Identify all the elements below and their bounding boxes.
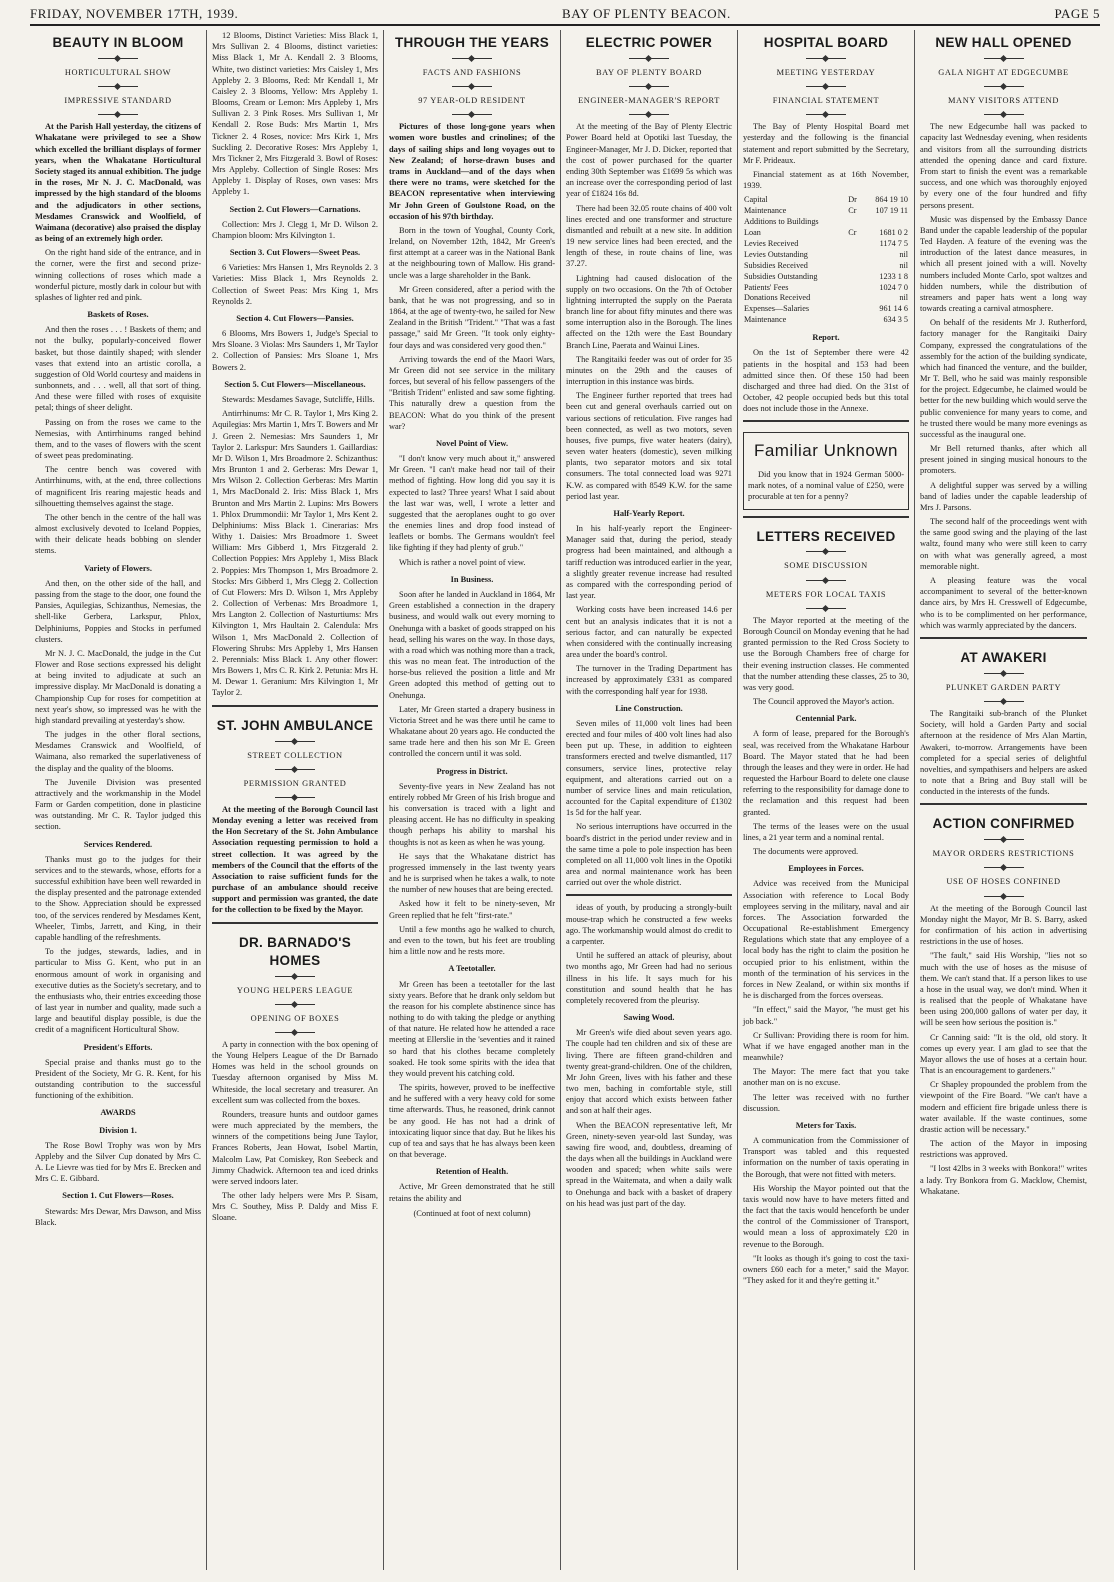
- divider: [984, 896, 1024, 897]
- divider: [984, 86, 1024, 87]
- column-6: [915, 30, 1092, 1570]
- paragraph: Mr Green's wife died about seven years ago. The couple had ten children and six of these are living. There are fifteen grand-children and twenty great-grand-children. One of the children, Mr John Green, lives with his father and these two men, baching in comfortable style, still enjoy that accord which exists between father and son at half their ages.: [566, 1028, 732, 1116]
- paragraph: He says that the Whakatane district has progressed immensely in the last twenty years and he is surprised when he takes a walk, to note the number of new houses that are being erected.: [389, 851, 555, 895]
- article-familiar-unknown: [743, 420, 909, 509]
- finance-row: [743, 304, 909, 315]
- subheading: STREET COLLECTION: [247, 750, 343, 760]
- paragraph: The turnover in the Trading Department has increased by approximately £331 as compared with the corresponding half year for 1938.: [566, 664, 732, 696]
- paragraph: Until he suffered an attack of pleurisy, about two months ago, Mr Green had had no serious illness in his life. It says much for his constitution and sound health that he has completely recovered from the pleurisy.: [566, 951, 732, 1005]
- finance-amount: 1174 7 5: [879, 238, 908, 248]
- headline: LETTERS RECEIVED: [756, 528, 896, 544]
- page-number: PAGE 5: [1054, 6, 1100, 21]
- section-heading: President's Efforts.: [83, 1042, 153, 1052]
- paragraph: And then, on the other side of the hall, and passing from the stage to the door, one found the Pansies, Aquilegias, Schizanthus, Nemesias, the shell-like Gerbera, Larkspur, Phlox, Delphiniums, Poppies and Stocks in perfumed clusters.: [35, 578, 201, 644]
- finance-label: Loan: [744, 228, 761, 238]
- continuation-note: (Continued at foot of next column): [413, 1208, 531, 1218]
- finance-side: [847, 293, 861, 304]
- finance-row: [743, 315, 909, 326]
- finance-side: Cr: [848, 206, 857, 216]
- paragraph: The Mayor reported at the meeting of the Borough Council on Monday evening that he had granted permission to the Red Cross Society to use the Borough Chambers free of charge for their evening instruction classes. He commented that the number attending these classes, 25 to 30, was very good.: [743, 615, 909, 692]
- paragraph: To the judges, stewards, ladies, and in particular to Miss G. Kent, who put in an enormous amount of work in organising and executive duties as the Society's secretary, and to the enthusiasts who, their entries exceeding those of last year in number and quality, made such a large and beautiful display possible, is due the credit of a magnificent Horticultural Show.: [35, 947, 201, 1035]
- section-heading: Section 4. Cut Flowers—Pansies.: [236, 313, 354, 323]
- paragraph: The Rangitaiki feeder was out of order for 35 minutes on the 29th and the causes of interruption in this instance was birds.: [566, 354, 732, 387]
- finance-row: [743, 293, 909, 304]
- familiar-unknown-box: [743, 432, 909, 509]
- divider: [984, 701, 1024, 702]
- finance-amount: 107 19 11: [875, 206, 908, 216]
- paragraph: Seven miles of 11,000 volt lines had been erected and four miles of 400 volt lines had also been put up. These, in addition to eighteen transformers erected and twelve dismantled, 117 consumers, service lines, protective relay equipment, and alterations carried out on a number of service lines and main reticulation, accounted for the Capital expenditure of £1302 1s 5d for the half year.: [566, 718, 732, 818]
- finance-amount: 1024 7 0: [879, 282, 908, 292]
- article-barnados-homes: [212, 922, 378, 1224]
- section-heading: In Business.: [450, 574, 494, 584]
- paragraph: Soon after he landed in Auckland in 1864, Mr Green established a connection in the drapery business, and would walk out every morning to Onehunga with a basket of goods strapped on his head, selling his wares on the way. In those days, with a road which was nothing more than a track, this was no mean feat. The introduction of the horse-bus relieved the position a little and Mr Green adopted this method of getting out to Onehunga.: [389, 590, 555, 700]
- paper-title: BAY OF PLENTY BEACON.: [562, 6, 731, 21]
- finance-side: Dr: [848, 195, 857, 205]
- headline: ST. JOHN AMBULANCE: [216, 717, 374, 733]
- issue-date: FRIDAY, NOVEMBER 17TH, 1939.: [30, 6, 239, 21]
- finance-row: [743, 250, 909, 261]
- section-heading: Novel Point of View.: [435, 438, 509, 448]
- divider: [806, 580, 846, 581]
- column-5: [738, 30, 915, 1570]
- finance-amount: 1233 1 8: [879, 271, 908, 281]
- article-letters-received: [743, 516, 909, 1287]
- column-3: [384, 30, 561, 1570]
- finance-row: [743, 195, 909, 206]
- paragraph: His Worship the Mayor pointed out that the taxis would now have to have meters fitted and the fact that the taxis would henceforth be under the control of the Commissioner of Transport, would mean a loss of approximately £20 in revenue to the Borough.: [743, 1183, 909, 1249]
- finance-row: [743, 217, 909, 228]
- finance-label: Subsidies Outstanding: [744, 271, 818, 281]
- paragraph: The Engineer further reported that trees had been cut and general overhauls carried out on various sections of reticulation. Five ranges had been connected, as well as two motors, seven houses, five pumps, five water heaters (dairy), seven water heaters (domestic), seven milking plants, two separator motors and six total consumers. The total connected load was 9271 K.W. as compared with 8549 K.W. for the same period last year.: [566, 391, 732, 501]
- section-heading: Section 5. Cut Flowers—Miscellaneous.: [224, 379, 366, 389]
- finance-label: Additions to Buildings: [744, 217, 819, 227]
- advertisement: "I lost 42lbs in 3 weeks with Bonkora!" writes a lady. Try Bonkora from G. Macklow, Chemist, Whakatane.: [920, 1164, 1087, 1196]
- headline: THROUGH THE YEARS: [394, 35, 550, 50]
- article-new-hall-opened: [920, 34, 1087, 631]
- paragraph: Rounders, treasure hunts and outdoor games were much appreciated by the members, the winners of the competitions being June Taylor, Frances Roberts, Jean Howat, Isobel Martin, Malcolm Law, Pat Comiskey, Ron Seebeck and Jimmy Chadwick. Afternoon tea and iced drinks were served indoors later.: [212, 1109, 378, 1186]
- columns: [30, 30, 1100, 1570]
- paragraph: "It looks as though it's going to cost the taxi-owners £60 each for a meter," said the Mayor. "They asked for it and they're getting it.": [743, 1253, 909, 1286]
- paragraph: 6 Blooms, Mrs Bowers 1, Judge's Special to Mrs Sloane. 3 Violas: Mrs Saunders 1, Mr Taylor 2. Collection of Pansies: Mrs Sloane 1, Mrs Bowers 2.: [212, 329, 378, 372]
- paragraph: And then the roses . . . ! Baskets of them; and not the bulky, popularly-conceived flower basket, but those daintily shaped; with slender vases that extend into an artistic corolla, a suggestion of Old World courtesy and maidens in sunbonnets, and . . . well, all that sort of thing. And these were filled with roses of exquisite petal; things of sheer delight.: [35, 325, 201, 413]
- paragraph: Cr Shapley propounded the problem from the viewpoint of the Fire Board. "We can't have a modern and efficient fire brigade unless there is water available. If the waste continues, some drastic action will be necessary.": [920, 1080, 1087, 1134]
- finance-amount: 961 14 6: [879, 304, 908, 314]
- paragraph: Active, Mr Green demonstrated that he still retains the ability and: [389, 1182, 555, 1203]
- subheading: YOUNG HELPERS LEAGUE: [236, 985, 354, 995]
- paragraph: "I don't know very much about it," answered Mr Green. "I can't make head nor tail of their method of fighting. How long did you say it is expected to last? Three years! What I said about the last war was, well, I wrote a letter and suggested that the aeroplanes ought to go over the enemies lines and drop food instead of leaflets or bombs. The Germans wouldn't feel like fighting if they had plenty of grub.": [389, 454, 555, 553]
- paragraph: 12 Blooms, Distinct Varieties: Miss Black 1, Mrs Sullivan 2. 4 Blooms, distinct varieties: Miss Black 1, Mr A. Kendall 2. 3 Blooms, White, two distinct varieties: Mrs Caisley 1, Mrs Appleby 2. 3 Blooms, Red: Mr Kendall 1, Mr Caisley 2. 3 Blooms, Yellow: Mrs Appleby 1. Blooms, Cream or Lemon: Mrs Appleby 1, Mrs Sullivan 2. 3 Pink Roses. Mrs Sullivan 1, Mr Kendall 2. Rose Buds: Mrs Martin 1, Mrs Tickner 2. 4 Roses, novice: Mrs Kirk 1, Mrs Suckling 2. Decorative Roses: Mrs Appleby 1, Mrs Tickner 2, Mrs Fitzgerald 3. Bowl of Roses: Mrs Appleby. Collection of Single Roses: Mrs Appleby 1. Display of Roses, own vases: Mrs Appleby 1.: [212, 31, 378, 197]
- headline: BEAUTY IN BLOOM: [52, 35, 184, 50]
- subheading: MEETING YESTERDAY: [776, 67, 876, 77]
- finance-amount: 864 19 10: [875, 195, 908, 205]
- finance-amount: 1681 0 2: [879, 228, 908, 238]
- subheading: FINANCIAL STATEMENT: [772, 96, 880, 106]
- finance-side: [847, 250, 861, 261]
- headline: ACTION CONFIRMED: [932, 816, 1075, 832]
- divider: [806, 551, 846, 552]
- divider: [629, 114, 669, 115]
- finance-row: [743, 261, 909, 272]
- headline: ELECTRIC POWER: [585, 35, 713, 50]
- article-electric-power: [566, 34, 732, 888]
- paragraph: Cr Canning said: "It is the old, old story. It comes up every year. I am glad to see that the Mayor allows the use of hoses at a certain hour. That is an encouragement to gardeners.": [920, 1032, 1087, 1076]
- subheading: BAY OF PLENTY BOARD: [595, 67, 703, 77]
- subheading: HORTICULTURAL SHOW: [64, 67, 172, 77]
- divider: [629, 58, 669, 59]
- finance-row: [743, 228, 909, 239]
- paragraph: Antirrhinums: Mr C. R. Taylor 1, Mrs King 2. Aquilegias: Mrs Martin 1, Mrs T. Bowers and Mr J. Green 2. Nemesias: Mrs Saunders 1, Mr Taylor 2. Larkspur: Mrs Saunders 1. Gaillardias: Mr D. Wilson 1, Mrs Broadmore 2. Schizanthus: Mrs Brunton 1 and 2. Gerberas: Mrs Dewar 1, Mrs Wilson 2. Collection Gerberas: Mrs Martin 1, Mrs MacDonald 2. Iris: Miss Black 1, Mrs Brunton and Mrs Martin 2. Lupins: Mrs Bowers 1. Phlox Drummondii: Mr Taylor 1, Mrs Kent 2. Delphiniums: Miss Black 1. Cinerarias: Mrs Withy 1. Daisies: Mrs Broadmore 1. Sweet William: Mrs Gibberd 1, Mrs Fitzgerald 2. Collection Poppies: Mrs Appleby 1, Miss Black 2. Poppies: Mrs Thompson 1, Mrs Broadmore 2. Stocks: Mrs Gibberd 1, Mrs Clegg 2. Collection of Cut Flowers: Mrs D. Wilson 1, Mrs Appleby 2. Collection of Verbenas: Mrs Broadmore 1, Mrs Langton 2. Collection of Nasturtiums: Mrs Kilvington 1, Mrs Haultain 2. Calendula: Mrs Wilson 1, Mrs MacDonald 2. Collection of Flowering Shrubs: Mrs Appleby 1, Mrs Hansen 2. Perennials: Miss Black 1. Any other flower: Mrs Bowers 1, Mrs C. R. Kirk 2. Petunia: Mrs H. M. Dewar 1. Geranium: Mrs Kilvington 1, Mr Taylor 2.: [212, 409, 378, 698]
- section-heading: Variety of Flowers.: [84, 563, 152, 573]
- finance-amount: nil: [899, 293, 908, 303]
- paragraph: At the meeting of the Borough Council last Monday night the Mayor, Mr B. S. Barry, asked for confirmation of his action in advertising restrictions in the use of hoses.: [920, 903, 1087, 947]
- subheading: PLUNKET GARDEN PARTY: [945, 682, 1062, 692]
- paragraph: Asked how it felt to be ninety-seven, Mr Green replied that he felt "first-rate.": [389, 899, 555, 920]
- column-1: [30, 30, 207, 1570]
- divider: [98, 86, 138, 87]
- column-2: [207, 30, 384, 1570]
- finance-label: Maintenance: [744, 315, 787, 325]
- section-heading: AWARDS: [100, 1108, 136, 1118]
- section-heading: Employees in Forces.: [788, 864, 864, 874]
- paragraph: At the meeting of the Bay of Plenty Electric Power Board held at Opotiki last Tuesday, the Engineer-Manager, Mr J. D. Dicker, reported that the cost of power purchased for the quarter ending 30th September was £1699 5s which was an increase over the corresponding period of last year of £1824 16s 8d.: [566, 122, 732, 199]
- paragraph: A pleasing feature was the vocal accompaniment to several of the better-known dance airs, by Mrs H. Cresswell of Edgecumbe, who is to be complimented on her performance, which was warmly appreciated by the dancers.: [920, 576, 1087, 630]
- divider: [275, 976, 315, 977]
- paragraph: When the BEACON representative left, Mr Green, ninety-seven year-old last Sunday, was sawing fire wood, and, doubtless, dreaming of the days when all the buildings in Auckland were wooden and spaced; when white sails were spread in the Waitemata, and when a daily walk to Onehunga and back with a basket of drapery on his head was just part of the day.: [566, 1120, 732, 1208]
- paragraph: The other lady helpers were Mrs P. Sisam, Mrs C. Southey, Miss P. Daldy and Miss F. Sloane.: [212, 1191, 378, 1223]
- divider: [452, 86, 492, 87]
- paragraph: Later, Mr Green started a drapery business in Victoria Street and he was there until he came to Whakatane about 20 years ago. He conducted the same trade here and then his son Mr E. Green controlled the concern until it was sold.: [389, 704, 555, 759]
- divider: [452, 114, 492, 115]
- finance-amount: nil: [899, 260, 908, 270]
- paragraph: Stewards: Mrs Dewar, Mrs Dawson, and Miss Black.: [35, 1206, 201, 1227]
- finance-side: [847, 304, 861, 315]
- finance-side: [847, 283, 861, 294]
- headline: AT AWAKERI: [960, 649, 1047, 665]
- section-heading: Meters for Taxis.: [795, 1120, 857, 1130]
- subheading: IMPRESSIVE STANDARD: [64, 96, 172, 106]
- divider: [275, 1004, 315, 1005]
- paragraph: A communication from the Commissioner of Transport was tabled and this requested information on the number of taxis operating in the Borough, that were not fitted with meters.: [743, 1136, 909, 1179]
- divider: [275, 797, 315, 798]
- subheading: GALA NIGHT AT EDGECUMBE: [938, 67, 1069, 77]
- divider: [452, 58, 492, 59]
- paragraph: Passing on from the roses we came to the Nemesias, with Antirrhinums ranged behind them, and to the vases of flowers with the scent of sweet peas predominating.: [35, 417, 201, 461]
- article-at-awakeri: [920, 637, 1087, 798]
- paragraph: A party in connection with the box opening of the Young Helpers League of the Dr Barnado Homes was held in the school grounds on Tuesday afternoon organised by Miss M. Whiteside, the local secretary and treasurer. An excellent sum was collected from the boxes.: [212, 1039, 378, 1105]
- finance-amount: 634 3 5: [883, 315, 908, 325]
- section-heading: Baskets of Roses.: [87, 310, 149, 320]
- paragraph: Music was dispensed by the Embassy Dance Band under the capable leadership of the popular Ted Hayden. A feature of the evening was the introduction of the latest dance measures, in which all present joined with a will. Novelty numbers included Monte Carlo, spot waltzes and hidden numbers, while the distribution of streamers and paper hats went a long way towards creating a carnival atmosphere.: [920, 214, 1087, 314]
- subheading: 97 YEAR-OLD RESIDENT: [418, 96, 526, 106]
- divider: [275, 741, 315, 742]
- paragraph: Working costs have been increased 14.6 per cent but an analysis indicates that it is not a serious factor, and can naturally be expected when considered with the continually increasing area under the board's control.: [566, 605, 732, 660]
- paragraph: In his half-yearly report the Engineer-Manager said that, during the period, steady progress had been maintained, and although a tariff reduction was introduced earlier in the year, a slightly greater revenue increase had resulted as compared with the corresponding period of last year.: [566, 524, 733, 601]
- section-heading: Division 1.: [99, 1125, 137, 1135]
- section-heading: Section 3. Cut Flowers—Sweet Peas.: [229, 248, 361, 258]
- paragraph: Until a few months ago he walked to church, and even to the town, but his feet are troubling him a little now and he rests more.: [389, 924, 555, 957]
- paragraph: On the 1st of September there were 42 patients in the hospital and 153 had been admitted since then. Of these 150 had been discharged and three had died. On the 31st of October, 42 people occupied beds but this total does not include those in the Annexe.: [743, 348, 909, 414]
- paragraph: Financial statement as at 16th November, 1939.: [743, 169, 909, 191]
- paragraph: The Bay of Plenty Hospital Board met yesterday and the following is the financial statement and report submitted by the Secretary, Mr F. Prideaux.: [743, 122, 909, 165]
- column-4: [561, 30, 738, 1570]
- paragraph: "In effect," said the Mayor, "he must get his job back.": [743, 1005, 909, 1026]
- paragraph: Special praise and thanks must go to the President of the Society, Mr G. R. Kent, for his outstanding contribution to the successful functioning of the exhibition.: [35, 1057, 201, 1101]
- divider: [806, 58, 846, 59]
- finance-amount: [862, 217, 909, 228]
- subheading: USE OF HOSES CONFINED: [946, 877, 1061, 887]
- paragraph: Seventy-five years in New Zealand has not entirely robbed Mr Green of his Irish brogue and his conversation is traced with a light and pleasing accent. He has no difficulty in speaking though perhaps his ability to marshal his thoughts is not as keen as when he was young.: [389, 781, 555, 847]
- finance-label: Expenses—Salaries: [744, 304, 810, 314]
- section-heading: Half-Yearly Report.: [613, 508, 685, 518]
- headline: HOSPITAL BOARD: [763, 35, 889, 50]
- section-heading: Line Construction.: [615, 703, 683, 713]
- finance-side: Cr: [848, 228, 857, 238]
- lead-paragraph: At the Parish Hall yesterday, the citizens of Whakatane were privileged to see a Show which excelled the brilliant displays of former years, when the Whakatane Horticultural Society staged its annual exhibition. The judge in the roses, Mr N. J. C. MacDonald, was impressed by the high standard of the blooms and the adjudicators in other sections, Mesdames Cranswick and Woolfield, of Waimana (decorative) also praised the display as being of an extremely high order.: [35, 122, 201, 244]
- finance-label: Levies Outstanding: [744, 249, 808, 259]
- paragraph: "The fault," said His Worship, "lies not so much with the use of hoses as the misuse of them. We can't stand that. If a person likes to use a hose in the usual way, we don't mind. When it is realised that the people of Whakatane have been using 200,000 gallons of water per day, it will be seen how serious the position is.": [920, 951, 1087, 1028]
- paragraph: A form of lease, prepared for the Borough's seal, was received from the Whakatane Harbour Board. The Mayor stated that he had been through the leases and they were in order. He had requested the Harbour Board to delete one clause referring to the responsibility for damage done to the reclamation and this request had been granted.: [743, 729, 909, 817]
- divider: [275, 1032, 315, 1033]
- divider: [984, 867, 1024, 868]
- paragraph: The documents were approved.: [753, 847, 859, 857]
- finance-side: [847, 315, 861, 326]
- masthead: [30, 6, 1100, 26]
- article-through-the-years-continued: [566, 894, 732, 1208]
- section-heading: Progress in District.: [436, 766, 508, 776]
- divider: [806, 86, 846, 87]
- section-heading: Section 1. Cut Flowers—Roses.: [62, 1191, 174, 1201]
- finance-side: [847, 217, 861, 228]
- finance-label: Patients' Fees: [744, 282, 789, 292]
- paragraph: The judges in the other floral sections, Mesdames Cranswick and Woolfield, of Waimana, also remarked the superlativeness of the display and the quality of the blooms.: [35, 730, 201, 773]
- paragraph: The Rangitaiki sub-branch of the Plunket Society, will hold a Garden Party and social afternoon at the residence of Mrs Alan Martin, Awakeri, to-morrow. Arrangements have been completed for a special series of delightful novelties, and sympathisers and helpers are asked to note that a Bring and Buy stall will be conducted in the interests of the funds.: [920, 708, 1087, 797]
- paragraph: No serious interruptions have occurred in the board's district in the period under review and in the same time a pole to pole inspection has been completed on all 11,000 volt lines in the Opotiki area and normal maintenance work has been carried out over the whole district.: [566, 822, 732, 888]
- paragraph: Arriving towards the end of the Maori Wars, Mr Green did not see service in the military forces, but several of his fellow passengers of the "British Trident" enlisted and saw some fighting. This naturally drew a question from the BEACON: What do you think of the present war?: [389, 354, 555, 431]
- divider: [806, 114, 846, 115]
- finance-amount: nil: [899, 249, 908, 259]
- finance-side: [847, 272, 861, 283]
- finance-row: [743, 283, 909, 294]
- paragraph: 6 Varieties: Mrs Hansen 1, Mrs Reynolds 2. 3 Varieties: Miss Black 1, Mrs Reynolds 2. Collection of Sweet Peas: Mrs King 1, Mrs Reynolds 2.: [212, 263, 378, 306]
- article-st-john-ambulance: [212, 705, 378, 916]
- paragraph: The second half of the proceedings went with the same good swing and the playing of the last waltz, found many who were still keen to carry on with what was generally agreed, a most memorable night.: [920, 517, 1087, 571]
- divider: [984, 58, 1024, 59]
- subheading: METERS FOR LOCAL TAXIS: [765, 589, 887, 599]
- paragraph: Did you know that in 1924 German 5000-mark notes, of a nominal value of £250, were procurable at ten for a penny?: [748, 470, 904, 502]
- divider: [98, 58, 138, 59]
- article-beauty-in-bloom: [35, 34, 201, 1228]
- paragraph: Cr Sullivan: Providing there is room for him. What if we have engaged another man in the meanwhile?: [743, 1030, 909, 1063]
- paragraph: The centre bench was covered with Antirrhinums, with, at the end, three collections of magnificent Iris rearing majestic heads and silhouetting themselves against the stage.: [35, 465, 201, 508]
- paragraph: The Juvenile Division was presented attractively and the workmanship in the Model Farm or Garden competition, done in plasticine was outstanding. Mr C. R. Taylor judged this section.: [35, 777, 201, 832]
- finance-side: [847, 261, 861, 272]
- paragraph: Stewards: Mesdames Savage, Sutcliffe, Hills.: [222, 394, 375, 404]
- headline: NEW HALL OPENED: [935, 35, 1072, 50]
- paragraph: Mr Green considered, after a period with the bank, that he was not progressing, and so in 1864, at the age of twenty-two, he sailed for New Zealand in the British "Trident." "That was a fast passage," said Mr Green. "It took only eighty-four days and was considered very good then.": [389, 284, 555, 350]
- familiar-unknown-title: Familiar Unknown: [753, 441, 899, 461]
- section-heading: Section 2. Cut Flowers—Carnations.: [229, 204, 361, 214]
- divider: [984, 839, 1024, 840]
- finance-label: Subsidies Received: [744, 260, 808, 270]
- paragraph: On the right hand side of the entrance, and in the corner, were the first and second prize-winning collections of roses which made a wonderful picture, mostly dark in colour but with splashes of lighter red and pink.: [35, 248, 201, 302]
- lead-paragraph: Pictures of those long-gone years when women wore bustles and crinolines; of the days of sailing ships and long voyages out to New Zealand; of horse-drawn buses and trams in Auckland—and of the days when there were no trams, were sketched for the BEACON representative when interviewing Mr John Green of Goulstone Road, on the occasion of his 97th birthday.: [389, 122, 555, 221]
- subheading: ENGINEER-MANAGER'S REPORT: [578, 96, 720, 106]
- article-hospital-board: [743, 34, 909, 414]
- paragraph: Lightning had caused dislocation of the supply on two occasions. On the 7th of October lightning interrupted the supply on the Paerata branch line for about fifty minutes and there was some interruption also in the Borough. The lines affected on the 12th were the East Boundary Branch Line, Paerata and Wainui Lines.: [566, 273, 732, 350]
- paragraph: Mr Bell returned thanks, after which all present joined in singing musical honours to the promoters.: [920, 444, 1087, 476]
- paragraph: Collection: Mrs J. Clegg 1, Mr D. Wilson 2. Champion bloom: Mrs Kilvington 1.: [212, 219, 378, 240]
- financial-statement-table: [743, 195, 909, 326]
- subheading: FACTS AND FASHIONS: [422, 67, 522, 77]
- divider: [984, 673, 1024, 674]
- paragraph: Which is rather a novel point of view.: [399, 557, 526, 567]
- paragraph: The Rose Bowl Trophy was won by Mrs Appleby and the Silver Cup donated by Mrs C. A. Le Lievre was tied for by Mrs E. Brecken and Mrs C. E. Gibbard.: [35, 1140, 201, 1184]
- headline: DR. BARNADO'S HOMES: [238, 934, 352, 968]
- subheading: PERMISSION GRANTED: [243, 778, 347, 788]
- finance-row: [743, 272, 909, 283]
- paragraph: A delightful supper was served by a willing band of ladies under the capable leadership of Mrs J. Parsons.: [920, 480, 1087, 512]
- paragraph: Mr Green has been a teetotaller for the last sixty years. Before that he drank only seldom but the reason for his complete abstinence since has nothing to do with taking the pledge or anything of that nature. He related how he attended a race meeting at Ellerslie in the 'seventies and it rained so hard that his clothes became completely soaked. He took some spirits with the idea that they would prevent his catching cold.: [389, 979, 555, 1078]
- paragraph: The action of the Mayor in imposing restrictions was approved.: [920, 1139, 1087, 1160]
- subheading: OPENING OF BOXES: [250, 1013, 340, 1023]
- paragraph: The other bench in the centre of the hall was almost exclusively devoted to Iceland Poppies, with their delicate heads bobbing on slender stems.: [35, 512, 201, 556]
- article-through-the-years: [389, 34, 555, 1219]
- divider: [806, 608, 846, 609]
- finance-label: Capital: [744, 195, 768, 205]
- subheading: SOME DISCUSSION: [784, 561, 868, 571]
- finance-label: Donations Received: [744, 293, 811, 303]
- divider: [629, 86, 669, 87]
- section-heading: Services Rendered.: [83, 839, 153, 849]
- paragraph: The Council approved the Mayor's action.: [753, 697, 895, 707]
- paragraph: The terms of the leases were on the usual lines, a 21 year term and a nominal rental.: [743, 821, 909, 842]
- section-heading: Centennial Park.: [795, 714, 857, 724]
- paragraph: Mr N. J. C. MacDonald, the judge in the Cut Flower and Rose sections expressed his delight at being invited to adjudicate at such an impressive display. Mr MacDonald is donating a Championship Cup for roses for competition at next year's show, so impressed was he with the high standard prevailing at yesterday's show.: [35, 648, 201, 725]
- paragraph: Advice was received from the Municipal Association with reference to Local Body employees serving in the military, naval and air forces. The Association forwarded the Occupational Re-establishment Emergency Regulations which state that any employee of a local body has the right to claim the position he occupied prior to his enlistment, within the month of the termination of his services in the forces in New Zealand, or within six months if he is discharged from the forces overseas.: [743, 879, 909, 1001]
- article-action-confirmed: [920, 803, 1087, 1197]
- finance-row: [743, 239, 909, 250]
- section-heading: Retention of Health.: [435, 1167, 509, 1177]
- article-beauty-continued: [212, 30, 378, 699]
- paragraph: On behalf of the residents Mr J. Rutherford, factory manager for the Rangitaiki Dairy Company, expressed the congratulations of the assembly for the action of the building syndicate, which had financed the venture, and the builder, Mr T. Bell, who he said was mainly responsible for the project. Edgecumbe, he claimed would be better for the new building which would serve the public convenience for many years to come, and he trusted there would be many more evenings as successful as the inaugural one.: [920, 318, 1087, 439]
- divider: [98, 114, 138, 115]
- paragraph: The new Edgecumbe hall was packed to capacity last Wednesday evening, when residents and visitors from all the surrounding districts attended the opening dance and card fixture. From start to finish the event was a remarkable success, and one which was thoroughly enjoyed by every one of the four hundred and fifty persons present.: [920, 122, 1087, 210]
- paragraph: Born in the town of Youghal, County Cork, Ireland, on November 12th, 1842, Mr Green's first attempt at a career was in the National Bank at the neighbouring town of Mallow. His grand-uncle was a large shareholder in the Bank.: [389, 225, 555, 280]
- paragraph: The letter was received with no further discussion.: [743, 1092, 909, 1113]
- divider: [984, 114, 1024, 115]
- paragraph: There had been 32.05 route chains of 400 volt lines erected and one transformer and structure dismantled and rebuilt at a new site. In addition 19 new service lines had been erected, and the length of these, in route chains of line, was 37.27.: [566, 203, 732, 269]
- paragraph: Thanks must go to the judges for their services and to the stewards, whose, efforts for a successful exhibition have been well rewarded in the display presented and the patronage extended to the Show. Appreciation should be expressed too, of the services rendered by Mesdames Kent, Wheeler, Timbs, Jarrett, and King, in their capable handling of the refreshments.: [35, 854, 201, 942]
- finance-row: [743, 206, 909, 217]
- section-heading: Report.: [812, 333, 840, 343]
- section-heading: A Teetotaller.: [448, 964, 496, 974]
- paragraph: ideas of youth, by producing a strongly-built mouse-trap which he constructed a few weeks ago. The workmanship would almost do credit to a carpenter.: [566, 903, 732, 946]
- finance-label: Maintenance: [744, 206, 787, 216]
- subheading: MAYOR ORDERS RESTRICTIONS: [932, 849, 1075, 859]
- divider: [275, 769, 315, 770]
- finance-side: [847, 239, 861, 250]
- paragraph: The Mayor: The mere fact that you take another man on is no excuse.: [743, 1067, 909, 1088]
- section-heading: Sawing Wood.: [623, 1013, 675, 1023]
- paragraph: The spirits, however, proved to be ineffective and he suffered with a very heavy cold for some time afterwards. Thus, he reasoned, drink cannot be any good. He has not had a drink of intoxicating liquor since that day. But he likes his cup of tea and says that he has always been keen on that beverage.: [389, 1083, 555, 1160]
- lead-paragraph: At the meeting of the Borough Council last Monday evening a letter was received from the Hon Secretary of the St. John Ambulance Association requesting permission to hold a street collection. It was agreed by the members of the Council that the efforts of the Association to raise sufficient funds for the purchase of an ambulance should receive support and permission was granted, the date for the collection to be fixed by the Mayor.: [212, 804, 378, 915]
- finance-label: Levies Received: [744, 238, 799, 248]
- subheading: MANY VISITORS ATTEND: [948, 96, 1059, 106]
